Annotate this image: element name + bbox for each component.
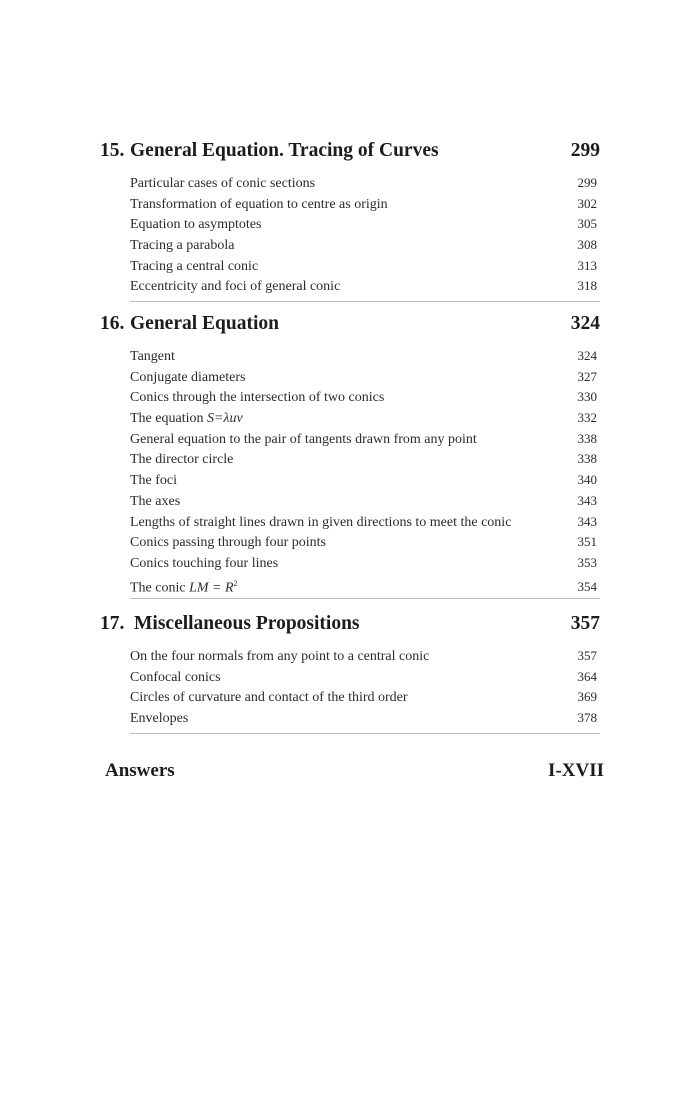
toc-entry (130, 491, 600, 512)
chapter-17 (100, 613, 600, 734)
entry-page: 327 (577, 368, 597, 384)
toc-entry (130, 194, 600, 215)
entry-label: General equation to the pair of tangents drawn from any point (130, 431, 477, 447)
chapter-title: Miscellaneous Propositions (134, 613, 360, 634)
chapter-15 (100, 140, 600, 302)
entry-label-text: The conic (130, 580, 190, 596)
toc-entry (130, 276, 600, 297)
entry-label: Conics passing through four points (130, 535, 326, 551)
chapter-number: 15. (100, 140, 125, 161)
entry-label-superscript: 2 (233, 578, 238, 588)
entry-label-math: S=λuv (206, 411, 243, 427)
toc-entry (130, 214, 600, 235)
entry-page: 340 (577, 472, 597, 488)
entry-label: Conjugate diameters (130, 369, 246, 385)
entry-label: On the four normals from any point to a central conic (130, 649, 430, 664)
chapter-entries (130, 346, 600, 599)
toc-entry (130, 687, 600, 708)
chapter-page: 324 (570, 313, 600, 334)
entry-label: The director circle (130, 452, 234, 468)
entry-page: 324 (577, 348, 597, 363)
answers-row (105, 760, 604, 782)
toc-entry (130, 512, 600, 533)
toc-entry (130, 387, 600, 408)
entry-label: Conics touching four lines (130, 555, 279, 571)
chapter-heading (100, 613, 600, 643)
toc-entry (130, 470, 600, 491)
chapter-heading (100, 140, 600, 170)
toc-entry (130, 708, 600, 729)
entry-label: Tracing a central conic (130, 258, 259, 274)
entry-label (130, 574, 238, 599)
entry-label: Particular cases of conic sections (130, 176, 316, 191)
entry-label: Confocal conics (130, 669, 221, 685)
entry-label: Eccentricity and foci of general conic (130, 279, 341, 295)
entry-page: 338 (577, 430, 597, 446)
chapter-title: General Equation. Tracing of Curves (130, 140, 439, 161)
toc-entry (130, 553, 600, 574)
entry-page: 338 (577, 451, 597, 467)
entry-label-text: The equation (130, 411, 207, 427)
toc-entry (130, 429, 600, 450)
toc-entry (130, 532, 600, 553)
entry-label: Lengths of straight lines drawn in given directions to meet the conic (130, 514, 512, 530)
entry-label: Tracing a parabola (130, 238, 235, 254)
entry-label: Circles of curvature and contact of the third order (130, 690, 408, 706)
entry-page: 354 (577, 579, 597, 595)
entry-label: Tangent (130, 349, 175, 364)
entry-page: 378 (577, 710, 597, 726)
toc-entry (130, 346, 600, 367)
entry-page: 357 (577, 648, 597, 663)
chapter-16 (100, 313, 600, 599)
chapter-title: General Equation (130, 313, 279, 334)
entry-label (130, 409, 243, 430)
entry-page: 308 (577, 237, 597, 253)
entry-page: 305 (577, 216, 597, 232)
chapter-heading (100, 313, 600, 343)
chapter-entries (130, 646, 600, 734)
entry-page: 330 (577, 389, 597, 405)
toc-entry (130, 667, 600, 688)
entry-page: 369 (577, 689, 597, 705)
toc-entry (130, 173, 600, 194)
answers-page: I-XVII (548, 760, 604, 781)
toc-entry (130, 256, 600, 277)
chapter-page: 357 (570, 613, 600, 634)
entry-page: 364 (577, 668, 597, 684)
chapter-entries (130, 173, 600, 302)
chapter-page: 299 (570, 140, 600, 161)
toc-entry (130, 574, 600, 595)
entry-page: 299 (577, 175, 597, 190)
entry-page: 332 (577, 410, 597, 426)
entry-page: 302 (577, 195, 597, 211)
entry-label-math: LM = R (189, 580, 234, 596)
entry-label: The axes (130, 493, 181, 509)
entry-label: Envelopes (130, 711, 189, 727)
entry-page: 343 (577, 513, 597, 529)
entry-page: 351 (577, 534, 597, 550)
answers-label: Answers (105, 760, 175, 781)
entry-label: Equation to asymptotes (130, 217, 262, 233)
toc-entry (130, 646, 600, 667)
chapter-number: 17. (100, 613, 125, 634)
entry-page: 353 (577, 554, 597, 570)
chapter-number: 16. (100, 313, 125, 334)
entry-label: Transformation of equation to centre as origin (130, 196, 388, 212)
entry-page: 343 (577, 492, 597, 508)
toc-entry (130, 449, 600, 470)
toc-entry (130, 367, 600, 388)
entry-page: 318 (577, 278, 597, 294)
entry-label: Conics through the intersection of two conics (130, 390, 385, 406)
toc-entry (130, 235, 600, 256)
toc-entry (130, 408, 600, 429)
entry-page: 313 (577, 257, 597, 273)
entry-label: The foci (130, 473, 178, 489)
